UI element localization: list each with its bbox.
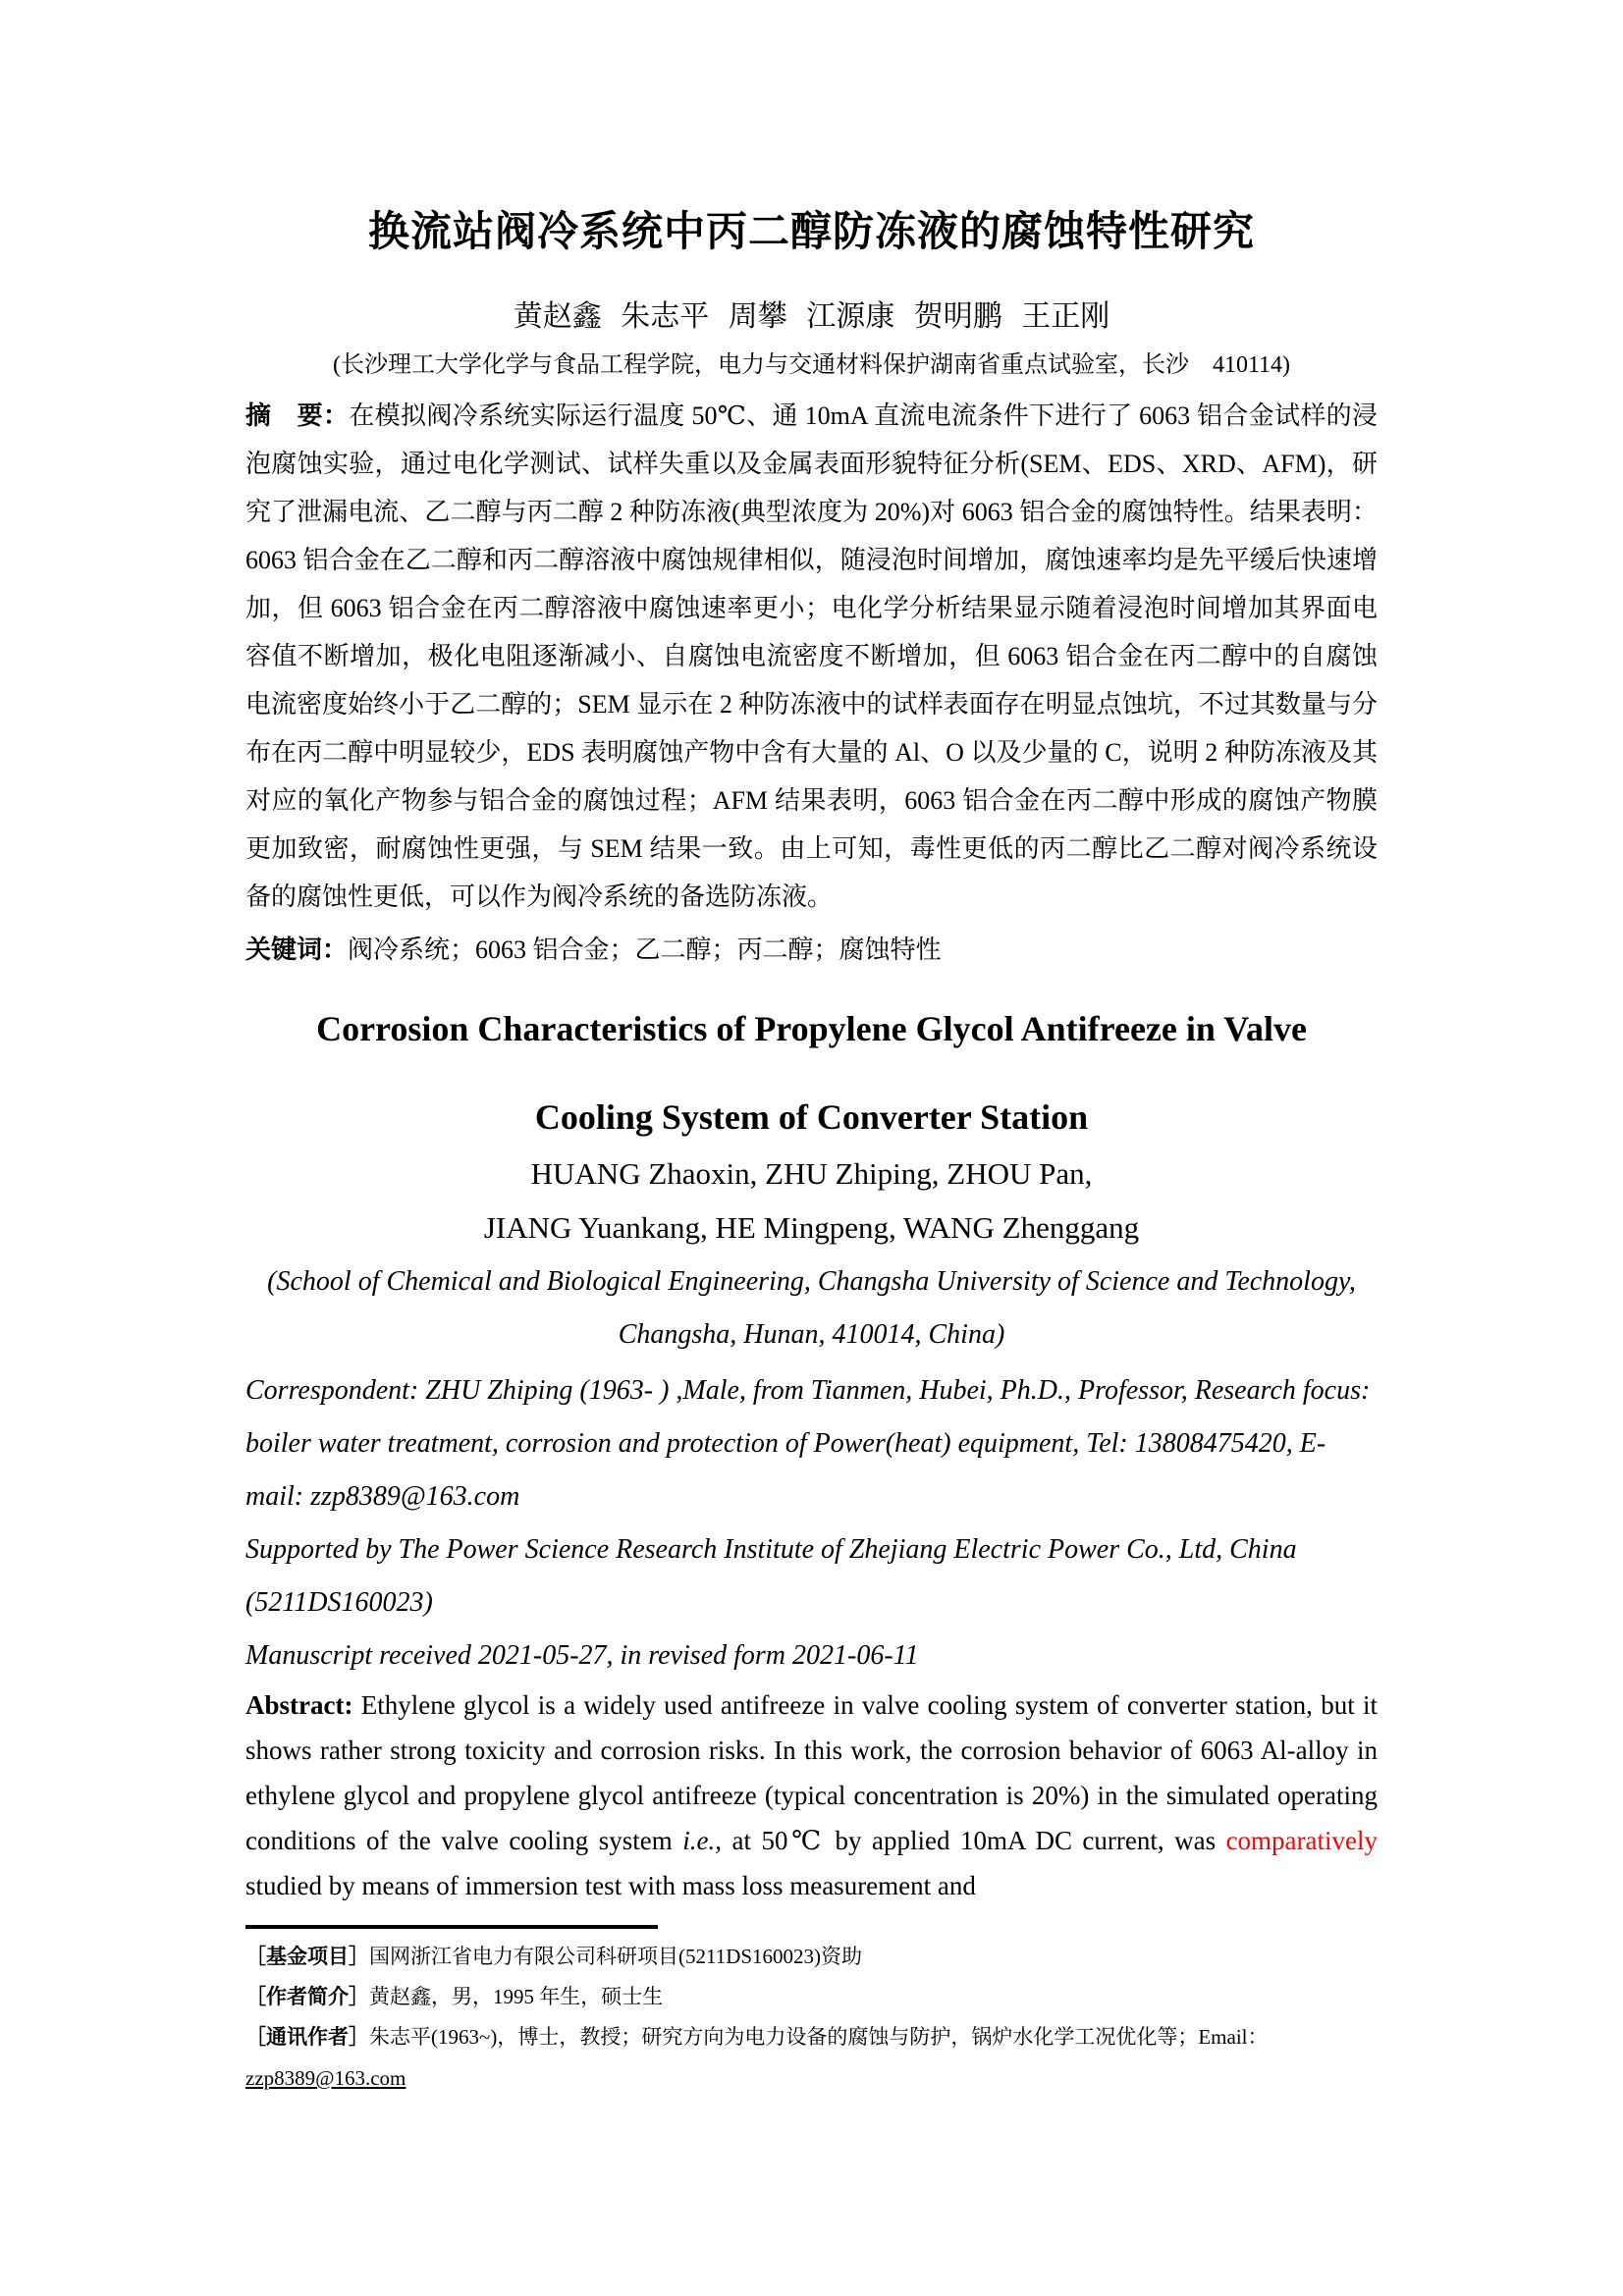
affiliation-cn [245, 345, 1378, 379]
abstract-en-seg3: studied by means of immersion test with mass loss measurement and [245, 1871, 976, 1900]
manuscript-dates: Manuscript received 2021-05-27, in revised form 2021-06-11 [245, 1640, 919, 1671]
affiliation-en-line1: (School of Chemical and Biological Engineering, Changsha University of Science and Technology, [267, 1266, 1356, 1297]
footnote-separator [245, 1925, 658, 1929]
affiliation-en-line2: Changsha, Hunan, 410014, China) [618, 1319, 1005, 1350]
abstract-en-ie-italic: i.e., [682, 1826, 723, 1855]
footnote-corresponding-author [245, 2016, 1378, 2099]
footnote-funding-label: ［基金项目］ [245, 1945, 369, 1968]
abstract-cn [245, 392, 1378, 921]
authors-cn [245, 292, 1378, 335]
keywords-cn-label: 关键词： [245, 935, 349, 964]
footnote-author-bio-label: ［作者简介］ [245, 1985, 369, 2008]
footnote-corresponding-author-label: ［通讯作者］ [245, 2025, 369, 2049]
highlighted-word: comparatively [1225, 1826, 1378, 1855]
authors-en [245, 1147, 1378, 1255]
abstract-en [245, 1682, 1378, 1908]
footnote-corresponding-author-text: 朱志平(1963~)，博士，教授；研究方向为电力设备的腐蚀与防护，锅炉水化学工况优化等；Email： [369, 2025, 1269, 2049]
funding-note: Supported by The Power Science Research Institute of Zhejiang Electric Power Co., Ltd, China (5211DS160023) [245, 1534, 1297, 1618]
authors-cn-text: 黄赵鑫 朱志平 周攀 江源康 贺明鹏 王正刚 [513, 300, 1110, 333]
abstract-cn-label: 摘 要： [245, 401, 350, 430]
authors-en-line1: HUANG Zhaoxin, ZHU Zhiping, ZHOU Pan, [530, 1156, 1093, 1191]
paper-title-en-line1: Corrosion Characteristics of Propylene Glycol Antifreeze in Valve [316, 1009, 1307, 1048]
footnote-author-bio [245, 1976, 1378, 2017]
email-link[interactable]: zzp8389@163.com [245, 2066, 406, 2090]
abstract-cn-text: 在模拟阀冷系统实际运行温度 50℃、通 10mA 直流电流条件下进行了 6063 铝合金试样的浸泡腐蚀实验，通过电化学测试、试样失重以及金属表面形貌特征分析(SEM、EDS、XRD、AFM)，研究了泄漏电流、乙二醇与丙二醇 2 种防冻液(典型浓度为 20%)对 6063 铝合金的腐蚀特性。结果表明：6063 铝合金在乙二醇和丙二醇溶液中腐蚀规律相似，随浸泡时间增加，腐蚀速率均是先平缓后快速增加，但 6063 铝合金在丙二醇溶液中腐蚀速率更小；电化学分析结果显示随着浸泡时间增加其界面电容值不断增加，极化电阻逐渐减小、自腐蚀电流密度不断增加，但 6063 铝合金在丙二醇中的自腐蚀电流密度始终小于乙二醇的；SEM 显示在 2 种防冻液中的试样表面存在明显点蚀坑，不过其数量与分布在丙二醇中明显较少，EDS 表明腐蚀产物中含有大量的 Al、O 以及少量的 C，说明 2 种防冻液及其对应的氧化产物参与铝合金的腐蚀过程；AFM 结果表明，6063 铝合金在丙二醇中形成的腐蚀产物膜更加致密，耐腐蚀性更强，与 SEM 结果一致。由上可知，毒性更低的丙二醇比乙二醇对阀冷系统设备的腐蚀性更低，可以作为阀冷系统的备选防冻液。 [245, 401, 1378, 911]
footnote-funding [245, 1936, 1378, 1977]
keywords-cn-text: 阀冷系统；6063 铝合金；乙二醇；丙二醇；腐蚀特性 [348, 935, 942, 964]
paper-title-cn-text: 换流站阀冷系统中丙二醇防冻液的腐蚀特性研究 [367, 210, 1255, 255]
keywords-cn [245, 931, 1378, 970]
footnote-funding-text: 国网浙江省电力有限公司科研项目(5211DS160023)资助 [369, 1945, 863, 1968]
abstract-en-label: Abstract: [245, 1690, 361, 1720]
abstract-en-seg2: at 50℃ by applied 10mA DC current, was [722, 1826, 1226, 1855]
correspondent-note: Correspondent: ZHU Zhiping (1963- ) ,Male, from Tianmen, Hubei, Ph.D., Professor, Research focus: boiler water treatment, corrosion and protection of Power(heat) equipment, Tel: 13808475420, E-mail: zzp8389@163.com [245, 1375, 1371, 1512]
abstract-en-seg1: Ethylene glycol is a widely used antifreeze in valve cooling system of converter station, but it shows rather strong toxicity and corrosion risks. In this work, the corrosion behavior of 6063 Al-alloy in ethylene glycol and propylene glycol antifreeze (typical concentration is 20%) in the simulated operating conditions of the valve cooling system [245, 1690, 1378, 1855]
footnote-author-bio-text: 黄赵鑫，男，1995 年生，硕士生 [369, 1985, 664, 2008]
affiliation-cn-text: (长沙理工大学化学与食品工程学院，电力与交通材料保护湖南省重点试验室，长沙 410114) [332, 352, 1291, 378]
paper-title-cn [245, 199, 1378, 258]
paper-title-en-line2: Cooling System of Converter Station [534, 1097, 1089, 1137]
paper-title-en [245, 985, 1378, 1161]
authors-en-line2: JIANG Yuankang, HE Mingpeng, WANG Zhenggang [483, 1210, 1140, 1245]
affiliation-en [245, 1255, 1378, 1362]
